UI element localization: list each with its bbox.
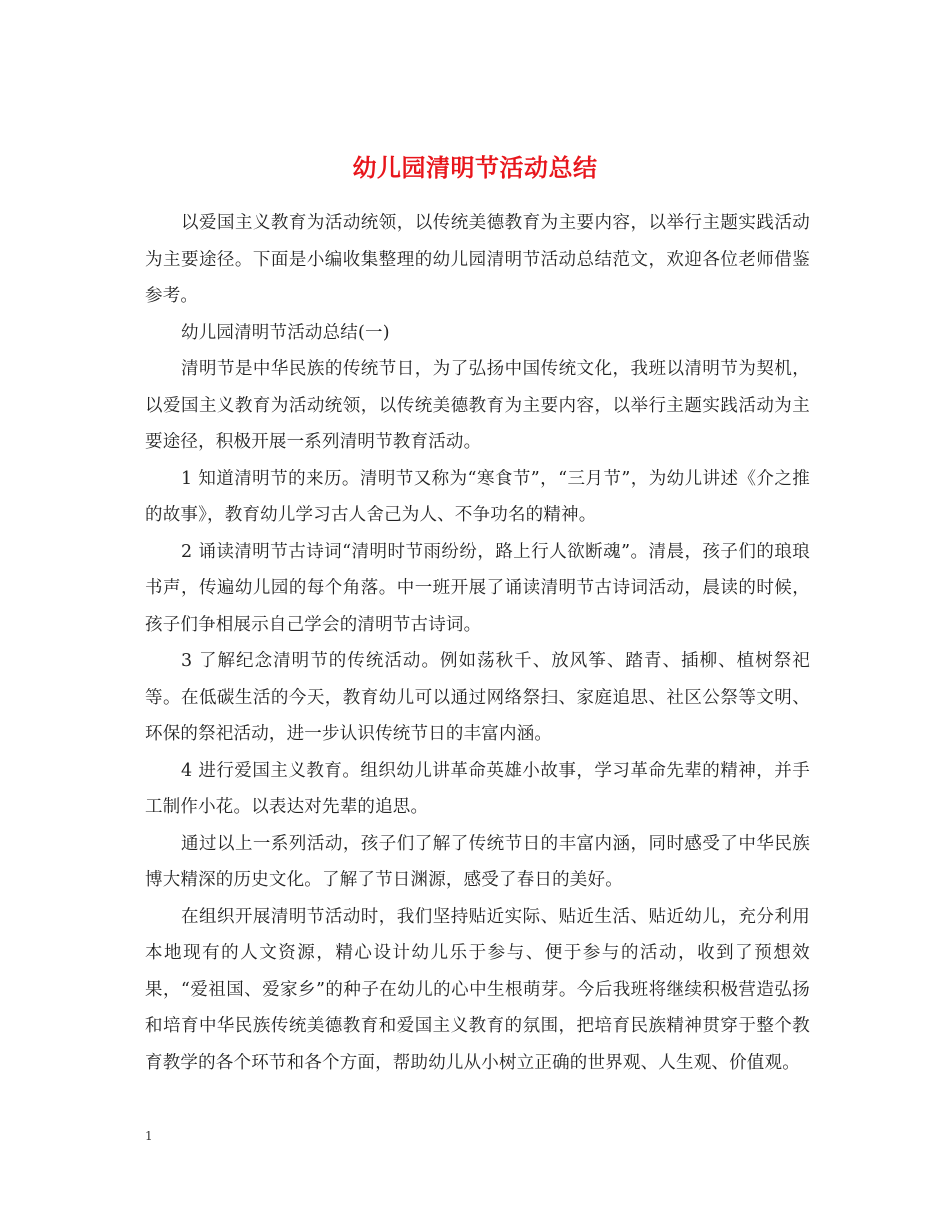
paragraph-item-1: 1 知道清明节的来历。清明节又称为“寒食节”，“三月节”，为幼儿讲述《介之推的故事》，教育幼儿学习古人舍己为人、不争功名的精神。	[145, 468, 810, 525]
section-heading: 幼儿园清明节活动总结(一)	[181, 322, 390, 343]
paragraph-item-2: 2 诵读清明节古诗词“清明时节雨纷纷，路上行人欲断魂”。清晨，孩子们的琅琅书声，传遍幼儿园的每个角落。中一班开展了诵读清明节古诗词活动，晨读的时候，孩子们争相展示自己学会的清明节古诗词。	[145, 541, 810, 635]
page-number: 1	[145, 1129, 153, 1143]
document-body	[145, 205, 810, 1081]
document-title: 幼儿园清明节活动总结	[352, 153, 598, 183]
paragraph-item-4: 4 进行爱国主义教育。组织幼儿讲革命英雄小故事，学习革命先辈的精神，并手工制作小花。以表达对先辈的追思。	[145, 760, 810, 817]
paragraph-intro: 以爱国主义教育为活动统领，以传统美德教育为主要内容，以举行主题实践活动为主要途径。下面是小编收集整理的幼儿园清明节活动总结范文，欢迎各位老师借鉴参考。	[145, 213, 810, 306]
paragraph-item-3: 3 了解纪念清明节的传统活动。例如荡秋千、放风筝、踏青、插柳、植树祭祀等。在低碳生活的今天，教育幼儿可以通过网络祭扫、家庭追思、社区公祭等文明、环保的祭祀活动，进一步认识传统节日的丰富内涵。	[145, 651, 810, 744]
paragraph-conclusion: 在组织开展清明节活动时，我们坚持贴近实际、贴近生活、贴近幼儿，充分利用本地现有的人文资源，精心设计幼儿乐于参与、便于参与的活动，收到了预想效果，“爱祖国、爱家乡”的种子在幼儿的心中生根萌芽。今后我班将继续积极营造弘扬和培育中华民族传统美德教育和爱国主义教育的氛围，把培育民族精神贯穿于整个教育教学的各个环节和各个方面，帮助幼儿从小树立正确的世界观、人生观、价值观。	[145, 906, 810, 1073]
paragraph-background: 清明节是中华民族的传统节日，为了弘扬中国传统文化，我班以清明节为契机，以爱国主义教育为活动统领，以传统美德教育为主要内容，以举行主题实践活动为主要途径，积极开展一系列清明节教育活动。	[145, 359, 810, 452]
paragraph-result: 通过以上一系列活动，孩子们了解了传统节日的丰富内涵，同时感受了中华民族博大精深的历史文化。了解了节日渊源，感受了春日的美好。	[145, 833, 810, 890]
